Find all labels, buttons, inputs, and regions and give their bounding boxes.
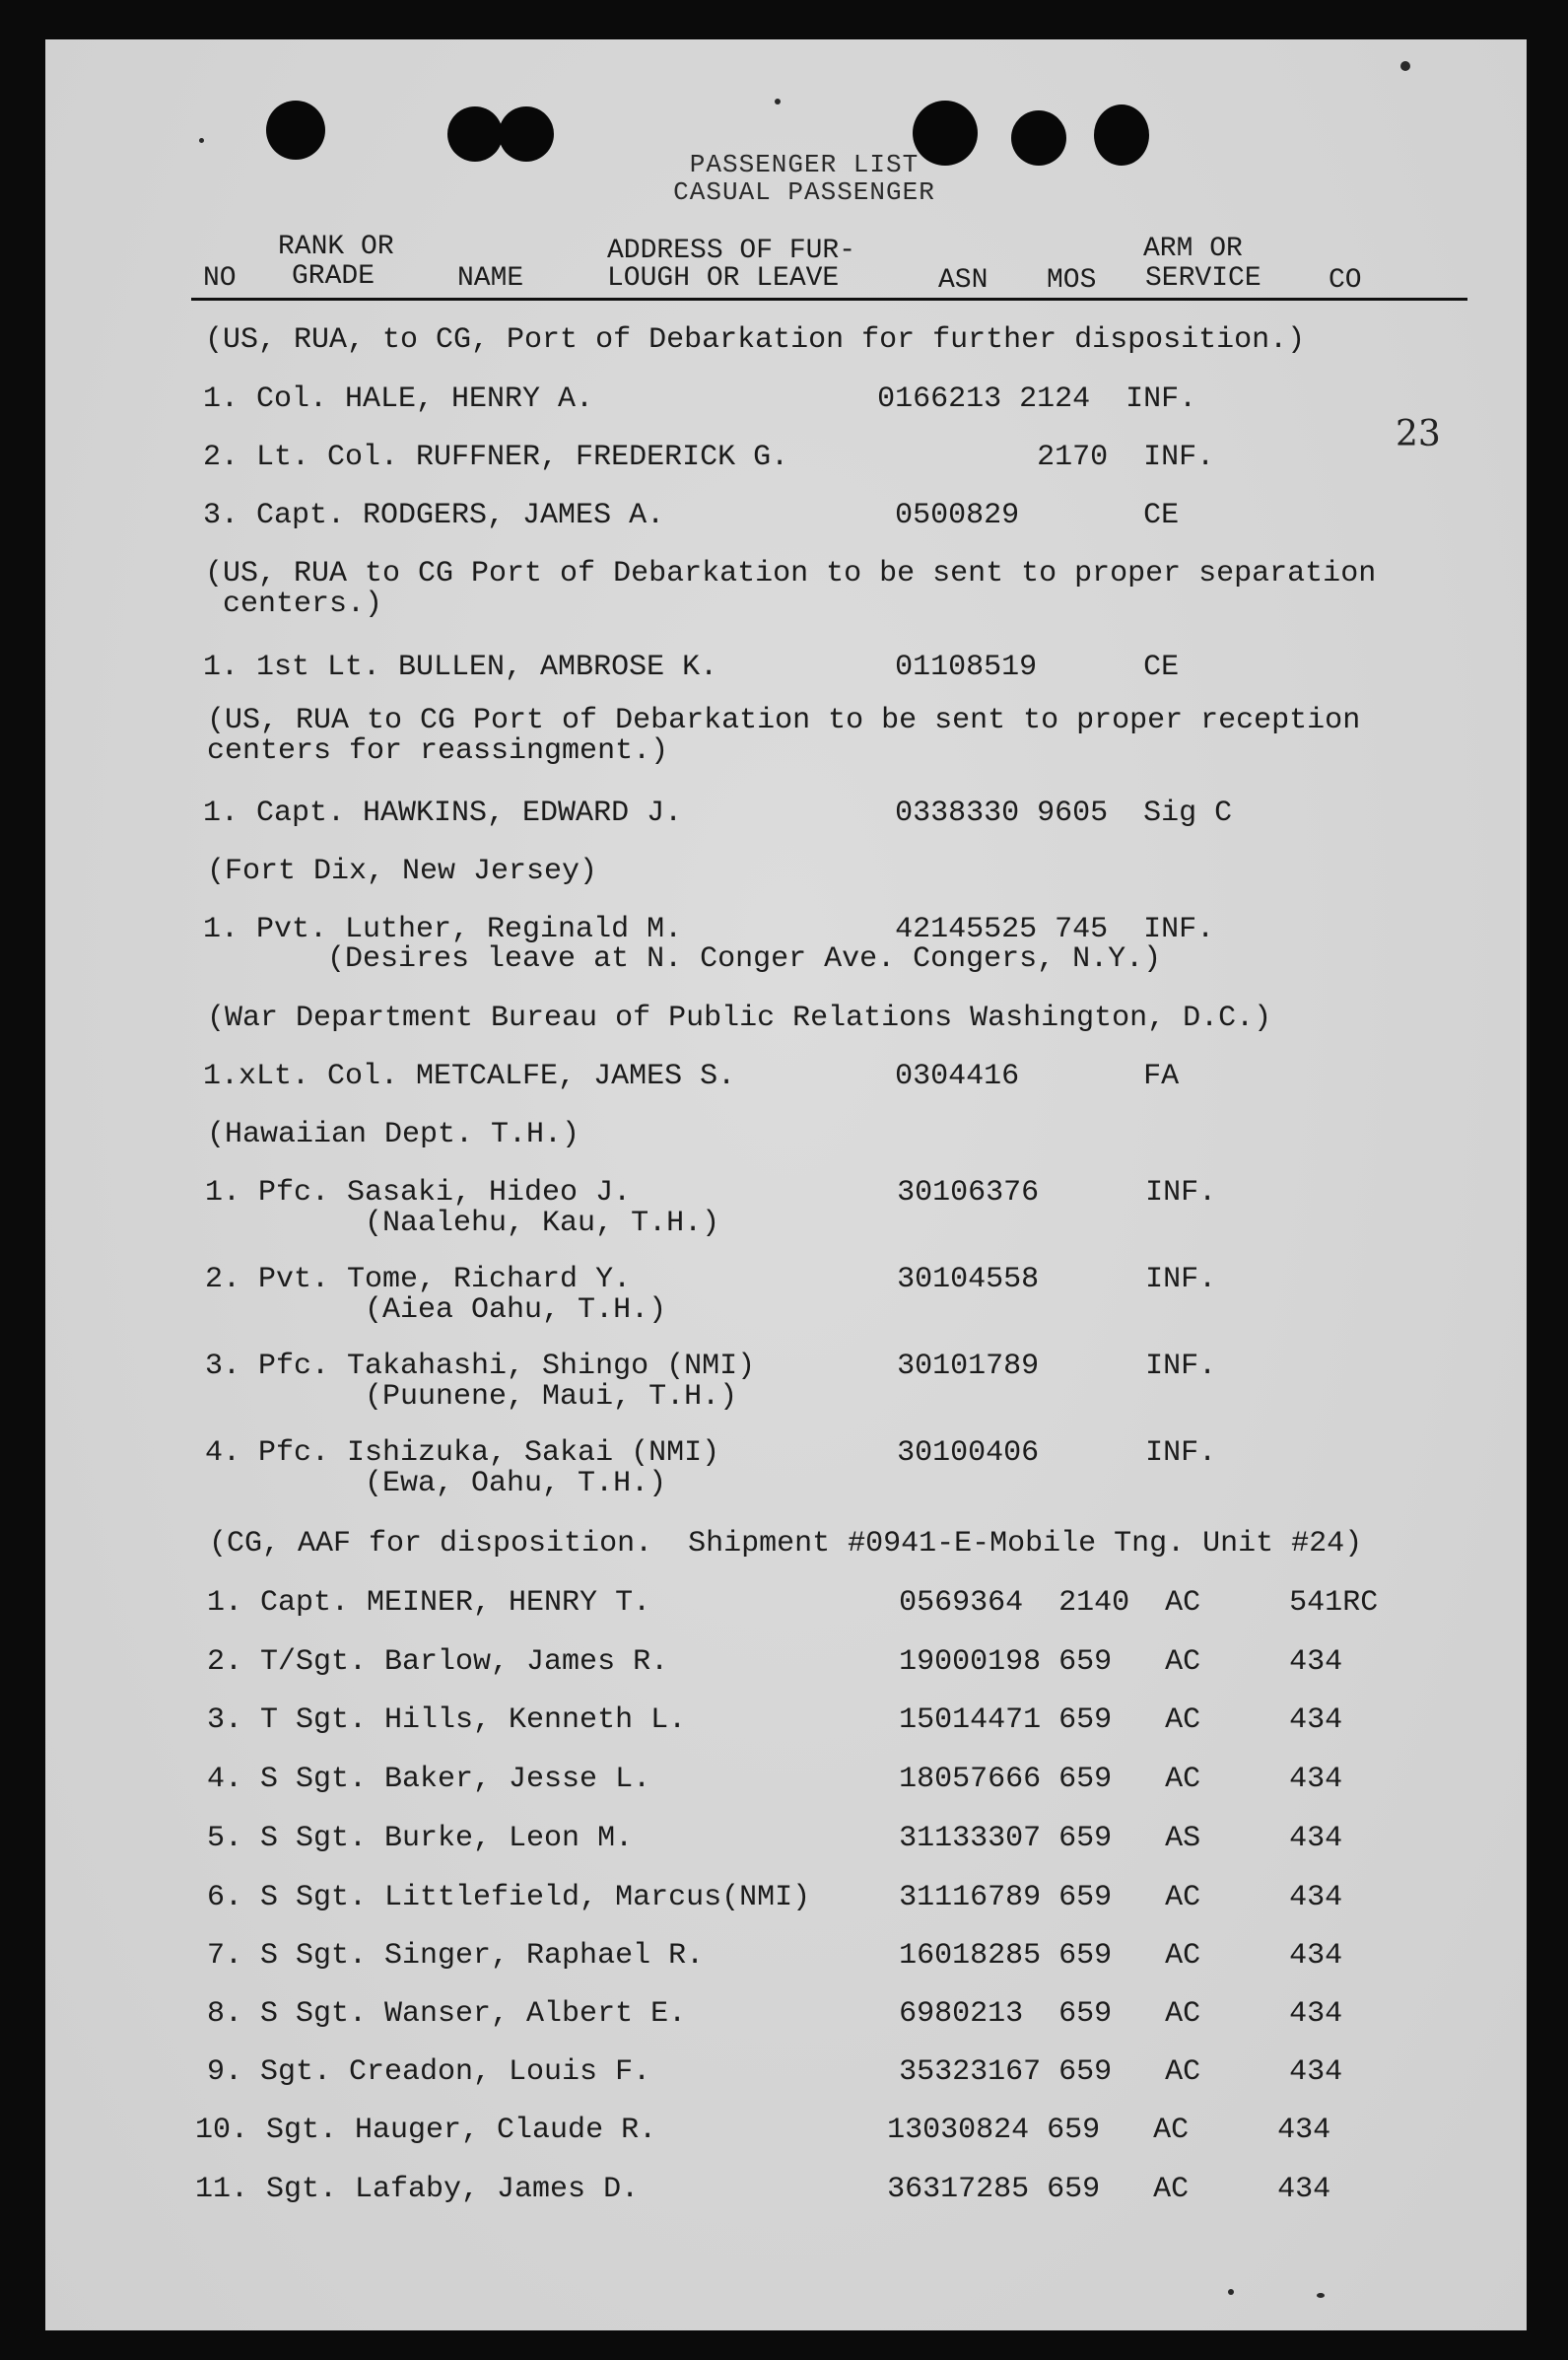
passenger-row: 9. Sgt. Creadon, Louis F. 35323167 659 AC 434 bbox=[207, 2055, 1343, 2089]
col-header-address-1: ADDRESS OF FUR- bbox=[607, 236, 856, 266]
passenger-address: (Naalehu, Kau, T.H.) bbox=[205, 1207, 720, 1240]
section-note: (US, RUA to CG Port of Debarkation to be sent to proper separation bbox=[205, 557, 1377, 590]
passenger-row: 1. Col. HALE, HENRY A. 0166213 2124 INF. bbox=[203, 382, 1197, 416]
passenger-row: 3. Capt. RODGERS, JAMES A. 0500829 CE bbox=[203, 499, 1180, 532]
passenger-row: 1. Capt. MEINER, HENRY T. 0569364 2140 AC 541RC bbox=[207, 1586, 1379, 1620]
speck bbox=[1228, 2289, 1234, 2295]
punch-hole bbox=[499, 106, 554, 162]
punch-hole bbox=[447, 106, 503, 162]
section-note: centers for reassingment.) bbox=[207, 734, 669, 768]
col-header-address-2: LOUGH OR LEAVE bbox=[607, 263, 840, 294]
punch-hole bbox=[266, 101, 325, 160]
col-header-no: NO bbox=[203, 263, 237, 294]
section-note: (Hawaiian Dept. T.H.) bbox=[207, 1118, 580, 1151]
passenger-row: 1. Pfc. Sasaki, Hideo J. 30106376 INF. bbox=[205, 1176, 1217, 1210]
document-page bbox=[45, 39, 1527, 2330]
header-rule bbox=[191, 298, 1467, 301]
passenger-leave-note: (Desires leave at N. Conger Ave. Congers, N.Y.) bbox=[203, 942, 1162, 976]
passenger-row: 1. 1st Lt. BULLEN, AMBROSE K. 01108519 CE bbox=[203, 651, 1180, 684]
col-header-arm-2: SERVICE bbox=[1145, 263, 1261, 294]
passenger-row: 3. Pfc. Takahashi, Shingo (NMI) 30101789 INF. bbox=[205, 1350, 1217, 1383]
speck bbox=[1400, 61, 1410, 71]
document-subtitle: CASUAL PASSENGER bbox=[673, 177, 935, 207]
passenger-row: 3. T Sgt. Hills, Kenneth L. 15014471 659 AC 434 bbox=[207, 1703, 1343, 1737]
section-note: centers.) bbox=[205, 588, 383, 621]
section-note: (US, RUA, to CG, Port of Debarkation for further disposition.) bbox=[205, 323, 1306, 357]
page-number: 23 bbox=[1396, 414, 1441, 454]
passenger-row: 10. Sgt. Hauger, Claude R. 13030824 659 AC 434 bbox=[195, 2114, 1331, 2147]
passenger-row: 2. Lt. Col. RUFFNER, FREDERICK G. 2170 INF. bbox=[203, 441, 1215, 474]
speck bbox=[1317, 2293, 1325, 2298]
passenger-address: (Puunene, Maui, T.H.) bbox=[205, 1380, 738, 1414]
passenger-row: 4. Pfc. Ishizuka, Sakai (NMI) 30100406 INF. bbox=[205, 1436, 1217, 1470]
passenger-address: (Aiea Oahu, T.H.) bbox=[205, 1293, 667, 1327]
section-note: (US, RUA to CG Port of Debarkation to be sent to proper reception bbox=[207, 704, 1361, 737]
document-title: PASSENGER LIST bbox=[689, 150, 920, 179]
passenger-row: 1. Capt. HAWKINS, EDWARD J. 0338330 9605 Sig C bbox=[203, 797, 1233, 830]
passenger-address: (Ewa, Oahu, T.H.) bbox=[205, 1467, 667, 1500]
passenger-row: 2. Pvt. Tome, Richard Y. 30104558 INF. bbox=[205, 1263, 1217, 1296]
passenger-row: 4. S Sgt. Baker, Jesse L. 18057666 659 AC 434 bbox=[207, 1763, 1343, 1796]
passenger-row: 5. S Sgt. Burke, Leon M. 31133307 659 AS 434 bbox=[207, 1822, 1343, 1855]
passenger-row: 7. S Sgt. Singer, Raphael R. 16018285 659 AC 434 bbox=[207, 1939, 1343, 1973]
passenger-row: 2. T/Sgt. Barlow, James R. 19000198 659 AC 434 bbox=[207, 1645, 1343, 1679]
passenger-row: 1.xLt. Col. METCALFE, JAMES S. 0304416 FA bbox=[203, 1060, 1180, 1093]
speck bbox=[199, 138, 204, 143]
section-note: (CG, AAF for disposition. Shipment #0941-E-Mobile Tng. Unit #24) bbox=[209, 1527, 1363, 1561]
col-header-co: CO bbox=[1329, 265, 1362, 296]
punch-hole bbox=[1011, 110, 1066, 166]
punch-hole bbox=[1094, 104, 1149, 166]
passenger-row: 1. Pvt. Luther, Reginald M. 42145525 745 INF. bbox=[203, 913, 1215, 946]
col-header-rank-1: RANK OR bbox=[278, 232, 394, 262]
section-note: (War Department Bureau of Public Relations Washington, D.C.) bbox=[207, 1002, 1272, 1035]
section-note: (Fort Dix, New Jersey) bbox=[207, 855, 598, 888]
col-header-rank-2: GRADE bbox=[292, 261, 375, 292]
col-header-asn: ASN bbox=[938, 265, 989, 296]
speck bbox=[775, 99, 781, 104]
passenger-row: 6. S Sgt. Littlefield, Marcus(NMI) 31116789 659 AC 434 bbox=[207, 1881, 1343, 1914]
col-header-mos: MOS bbox=[1047, 265, 1097, 296]
passenger-row: 8. S Sgt. Wanser, Albert E. 6980213 659 AC 434 bbox=[207, 1997, 1343, 2031]
col-header-name: NAME bbox=[457, 263, 524, 294]
col-header-arm-1: ARM OR bbox=[1143, 234, 1243, 264]
passenger-row: 11. Sgt. Lafaby, James D. 36317285 659 AC 434 bbox=[195, 2173, 1331, 2206]
